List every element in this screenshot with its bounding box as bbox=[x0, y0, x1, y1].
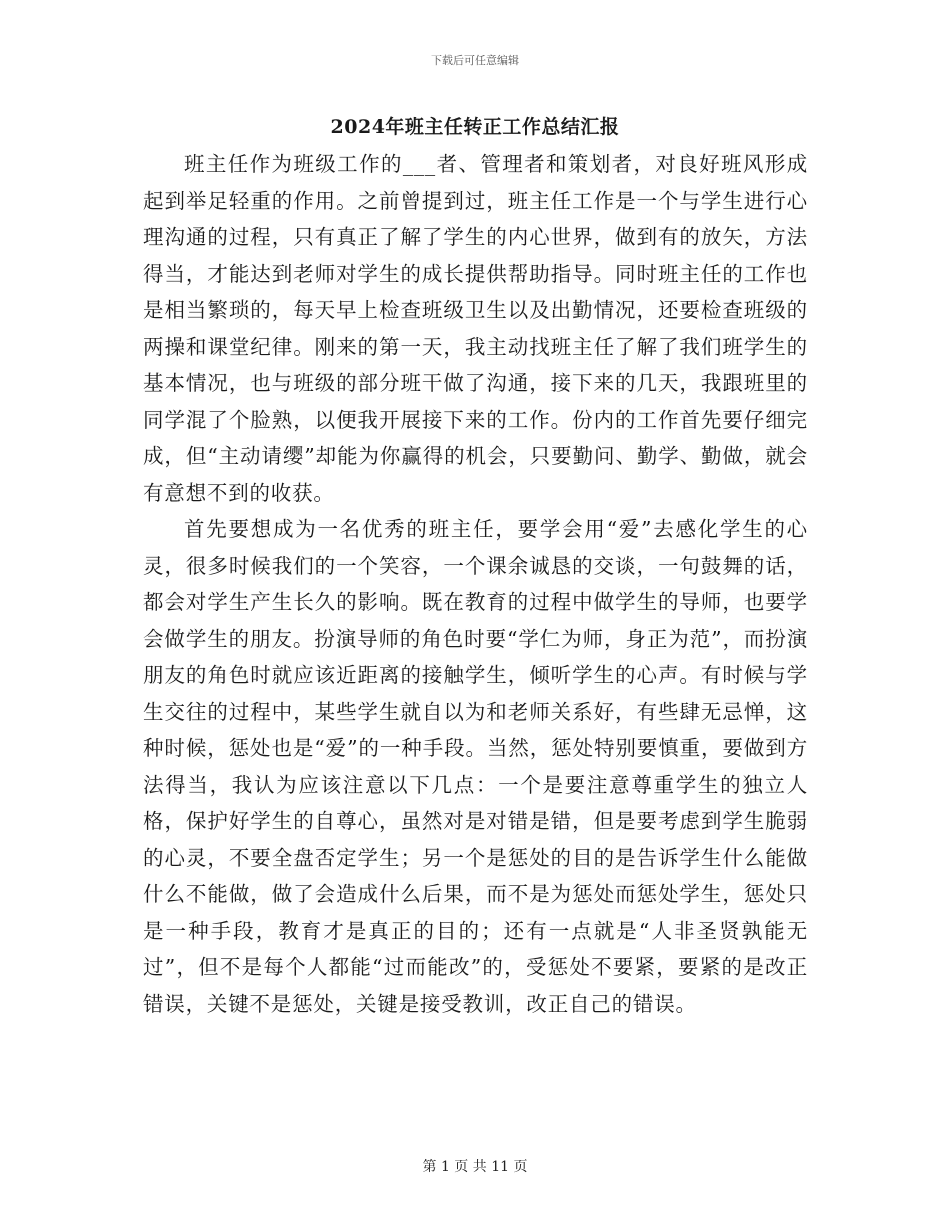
document-title: 2024年班主任转正工作总结汇报 bbox=[330, 116, 620, 138]
paragraph-1: 班主任作为班级工作的___者、管理者和策划者，对良好班风形成起到举足轻重的作用。之前曾提到过，班主任工作是一个与学生进行心理沟通的过程，只有真正了解了学生的内心世界，做到有的放矢，方法得当，才能达到老师对学生的成长提供帮助指导。同时班主任的工作也是相当繁琐的，每天早上检查班级卫生以及出勤情况，还要检查班级的两操和课堂纪律。刚来的第一天，我主动找班主任了解了我们班学生的基本情况，也与班级的部分班干做了沟通，接下来的几天，我跟班里的同学混了个脸熟，以便我开展接下来的工作。份内的工作首先要仔细完成，但“主动请缨”却能为你赢得的机会，只要勤问、勤学、勤做，就会有意想不到的收获。 bbox=[143, 152, 808, 505]
page-number: 第 1 页 共 11 页 bbox=[422, 1159, 528, 1175]
paragraph-2: 首先要想成为一名优秀的班主任，要学会用“爱”去感化学生的心灵，很多时候我们的一个笑容，一个课余诚恳的交谈，一句鼓舞的话，都会对学生产生长久的影响。既在教育的过程中做学生的导师，也要学会做学生的朋友。扮演导师的角色时要“学仁为师，身正为范”，而扮演朋友的角色时就应该近距离的接触学生，倾听学生的心声。有时候与学生交往的过程中，某些学生就自以为和老师关系好，有些肆无忌惮，这种时候，惩处也是“爱”的一种手段。当然，惩处特别要慎重，要做到方法得当，我认为应该注意以下几点：一个是要注意尊重学生的独立人格，保护好学生的自尊心，虽然对是对错是错，但是要考虑到学生脆弱的心灵，不要全盘否定学生；另一个是惩处的目的是告诉学生什么能做什么不能做，做了会造成什么后果，而不是为惩处而惩处学生，惩处只是一种手段，教育才是真正的目的；还有一点就是“人非圣贤孰能无过”，但不是每个人都能“过而能改”的，受惩处不要紧，要紧的是改正错误，关键不是惩处，关键是接受教训，改正自己的错误。 bbox=[143, 517, 808, 1016]
download-edit-note: 下载后可任意编辑 bbox=[431, 54, 519, 67]
document-body bbox=[143, 146, 808, 1022]
